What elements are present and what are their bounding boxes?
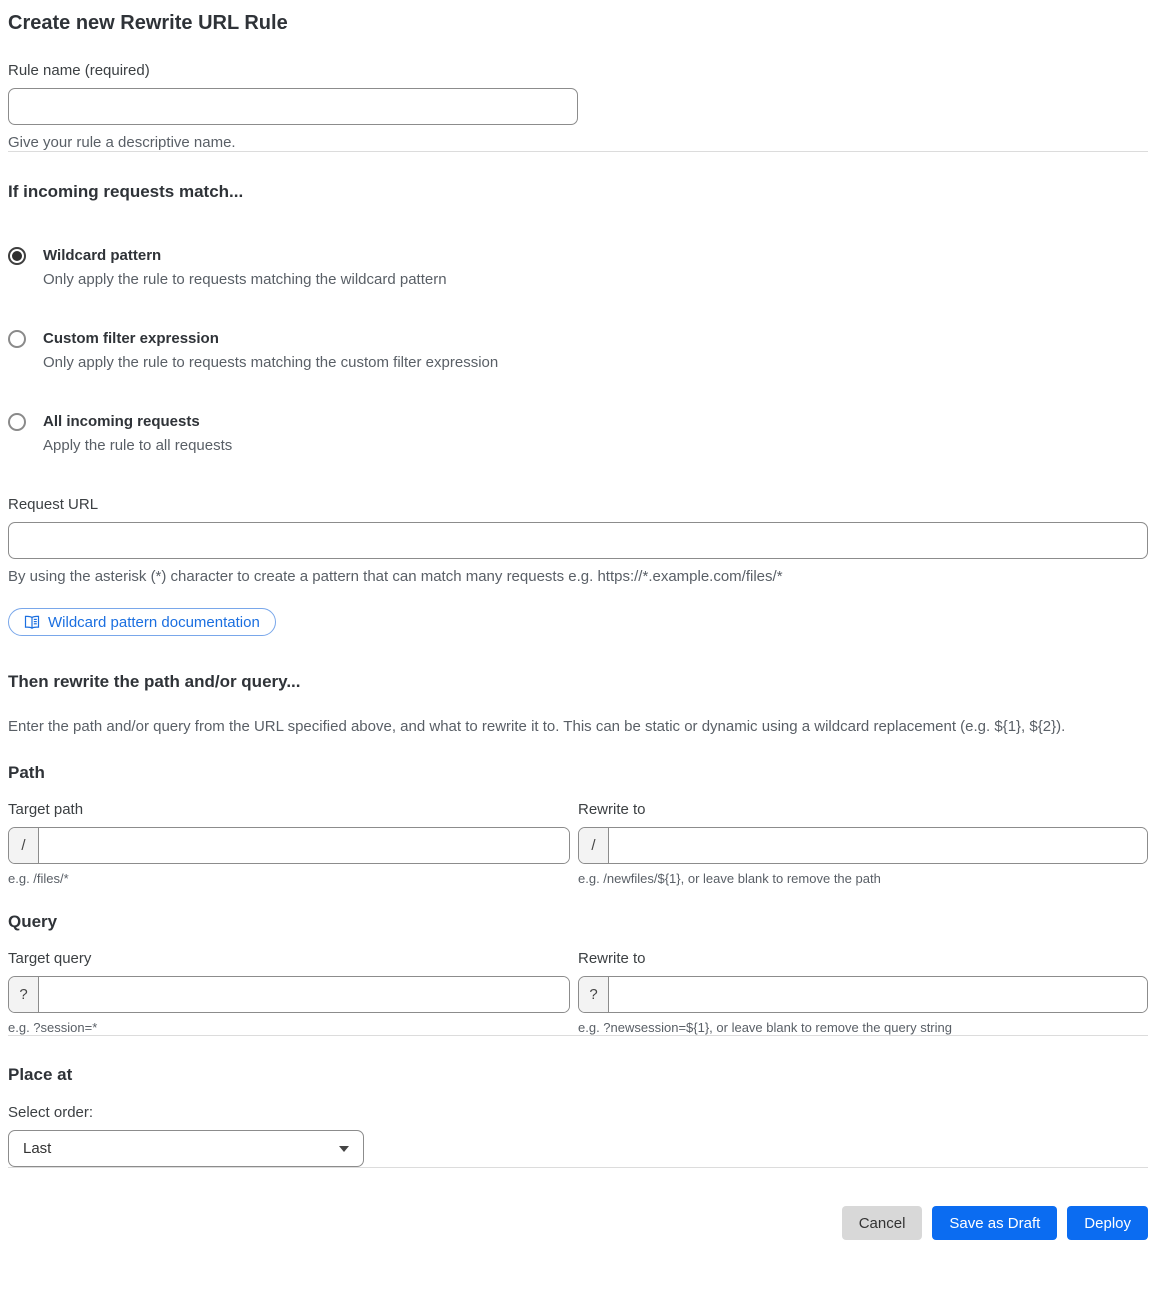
radio-label[interactable]: Custom filter expression — [43, 330, 219, 347]
radio-option-custom-filter-expression[interactable] — [8, 329, 1148, 371]
rule-name-helper: Give your rule a descriptive name. — [8, 134, 236, 151]
page-title: Create new Rewrite URL Rule — [8, 12, 288, 34]
query-fields-row — [8, 932, 1148, 1035]
select-order-label: Select order: — [8, 1104, 94, 1121]
target-query-label: Target query — [8, 950, 92, 967]
radio-label[interactable]: All incoming requests — [43, 413, 200, 430]
path-rewrite-field — [578, 827, 1148, 864]
target-query-input[interactable] — [39, 977, 569, 1012]
cancel-button[interactable]: Cancel — [842, 1206, 923, 1240]
radio-description: Only apply the rule to requests matching the wildcard pattern — [43, 271, 447, 288]
query-prefix: ? — [579, 977, 609, 1012]
request-url-input[interactable] — [8, 522, 1148, 559]
order-select-value: Last — [23, 1140, 52, 1157]
footer-actions — [8, 1206, 1148, 1240]
query-rewrite-input[interactable] — [609, 977, 1147, 1012]
query-prefix: ? — [9, 977, 39, 1012]
target-query-helper: e.g. ?session=* — [8, 1020, 98, 1035]
order-select[interactable] — [8, 1130, 364, 1167]
radio-icon[interactable] — [8, 330, 26, 348]
radio-icon[interactable] — [8, 413, 26, 431]
radio-option-wildcard-pattern[interactable] — [8, 246, 1148, 288]
path-fields-row — [8, 783, 1148, 886]
radio-label[interactable]: Wildcard pattern — [43, 247, 162, 264]
deploy-button[interactable]: Deploy — [1067, 1206, 1148, 1240]
match-options-group — [8, 246, 1148, 454]
path-prefix: / — [579, 828, 609, 863]
path-prefix: / — [9, 828, 39, 863]
path-rewrite-to-label: Rewrite to — [578, 801, 646, 818]
path-heading: Path — [8, 763, 45, 782]
rule-name-input[interactable] — [8, 88, 578, 125]
chevron-down-icon — [339, 1146, 349, 1152]
query-rewrite-field — [578, 976, 1148, 1013]
rule-name-label: Rule name (required) — [8, 62, 150, 79]
target-query-field — [8, 976, 570, 1013]
rewrite-section-heading: Then rewrite the path and/or query... — [8, 672, 301, 691]
divider — [8, 1035, 1148, 1036]
divider — [8, 1167, 1148, 1168]
wildcard-documentation-label: Wildcard pattern documentation — [48, 613, 260, 631]
radio-option-all-incoming-requests[interactable] — [8, 412, 1148, 454]
target-path-input[interactable] — [39, 828, 569, 863]
radio-icon[interactable] — [8, 247, 26, 265]
request-url-label: Request URL — [8, 496, 99, 513]
request-url-helper: By using the asterisk (*) character to create a pattern that can match many requests e.g. https://*.example.com/files/* — [8, 568, 783, 585]
wildcard-documentation-button[interactable] — [8, 608, 276, 636]
radio-description: Only apply the rule to requests matching the custom filter expression — [43, 354, 499, 371]
radio-description: Apply the rule to all requests — [43, 437, 233, 454]
target-path-field — [8, 827, 570, 864]
divider — [8, 151, 1148, 152]
rewrite-section-description: Enter the path and/or query from the URL specified above, and what to rewrite it to. This can be static or dynamic using a wildcard replacement (e.g. ${1}, ${2}). — [8, 718, 1066, 735]
save-as-draft-button[interactable]: Save as Draft — [932, 1206, 1057, 1240]
match-section-heading: If incoming requests match... — [8, 182, 244, 201]
path-rewrite-input[interactable] — [609, 828, 1147, 863]
query-heading: Query — [8, 912, 58, 931]
target-path-helper: e.g. /files/* — [8, 871, 69, 886]
path-rewrite-helper: e.g. /newfiles/${1}, or leave blank to remove the path — [578, 871, 881, 886]
target-path-label: Target path — [8, 801, 84, 818]
book-icon — [24, 615, 40, 630]
query-rewrite-helper: e.g. ?newsession=${1}, or leave blank to remove the query string — [578, 1020, 952, 1035]
place-at-heading: Place at — [8, 1065, 73, 1084]
query-rewrite-to-label: Rewrite to — [578, 950, 646, 967]
